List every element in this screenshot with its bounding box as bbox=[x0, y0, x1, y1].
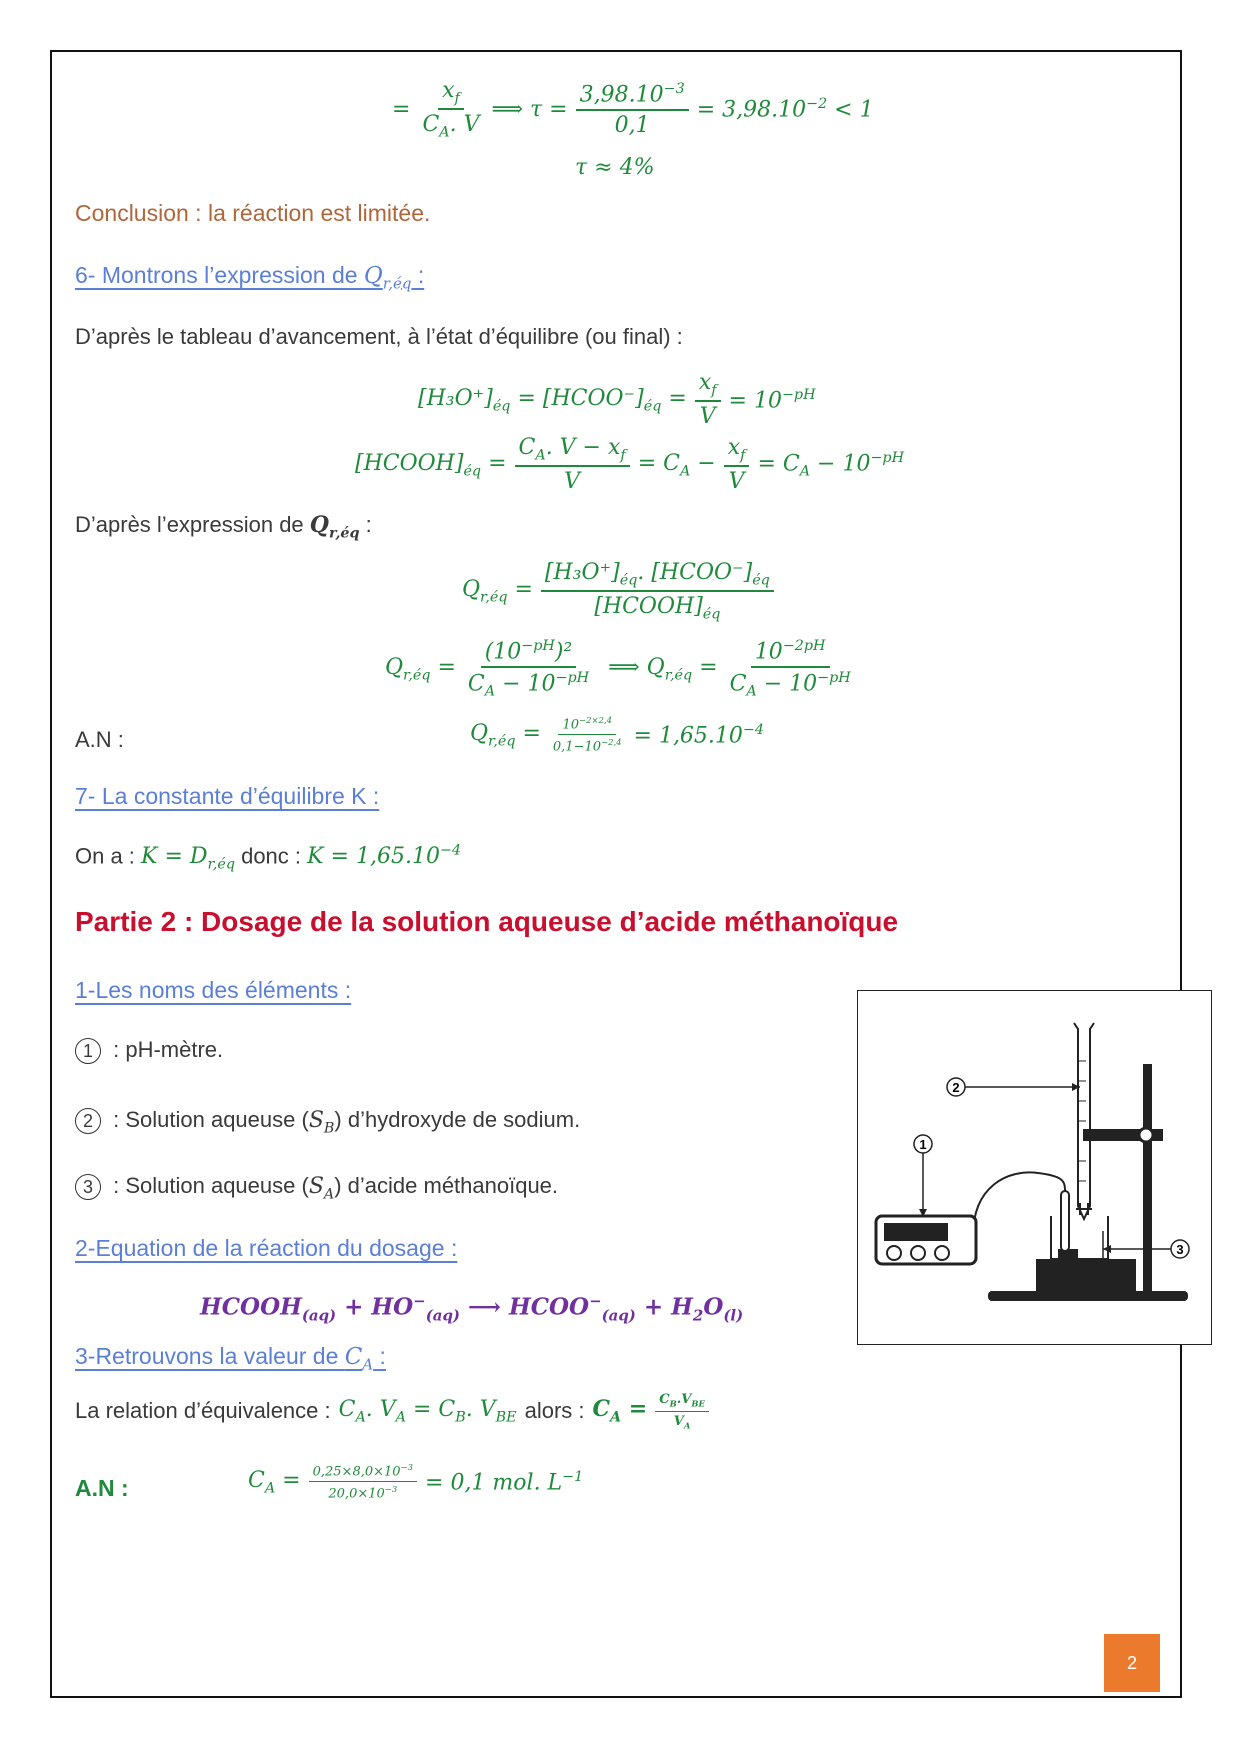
p2-section-1-heading: 1-Les noms des éléments : bbox=[75, 977, 352, 1003]
equivalence-relation: La relation d’équivalence : $C_A$. $V_A = C_B$. $V_{BE}$ alors : $C_A$ = $\frac{C_B.V_{BE}}{V_A}$ bbox=[75, 1392, 709, 1430]
label-3: 3 bbox=[1176, 1242, 1184, 1257]
page-border bbox=[50, 50, 1182, 1698]
tau-value: τ ≈ 4% bbox=[575, 155, 655, 180]
tau-equation: = $\frac{x_f}{C_A. V}$ ⟹ τ = $\frac{3,98.10^{-3}}{0,1}$ = $3,98.10^{-2} < 1$ bbox=[392, 78, 874, 141]
element-item-2: 2 : Solution aqueuse $(S_B)$ d’hydroxyde de sodium. bbox=[75, 1107, 580, 1136]
titration-setup-drawing bbox=[858, 991, 1213, 1346]
element-item-1: 1 : pH-mètre. bbox=[75, 1037, 223, 1064]
page-number: 2 bbox=[1104, 1634, 1160, 1692]
magnetic-stirrer bbox=[1036, 1259, 1136, 1294]
label-2: 2 bbox=[952, 1080, 960, 1095]
clamp-screw bbox=[1139, 1128, 1153, 1142]
qr-definition: $Q_{r,éq}$ = $\frac{[H_3O^+]_{éq}. [HCOO^-]_{éq}}{[HCOOH]_{éq}}$ bbox=[462, 560, 774, 623]
p2-section-2-heading: 2-Equation de la réaction du dosage : bbox=[75, 1235, 458, 1261]
section-7-heading: 7- La constante d’équilibre K : bbox=[75, 783, 380, 809]
concentration-equation-2: $[HCOOH]_{éq}$ = $\frac{C_A. V - x_f}{V}$ = $C_A$ − $\frac{x_f}{V}$ = $C_A - 10^{-pH}$ bbox=[355, 435, 905, 495]
label-1: 1 bbox=[919, 1137, 927, 1152]
k-value-line: On a : $K = D_{r,éq}$ donc : $K = 1,65.10^{-4}$ bbox=[75, 843, 462, 873]
an-label-2: A.N : bbox=[75, 1475, 129, 1501]
p2-section-3-heading: 3-Retrouvons la valeur de $C_A$ : bbox=[75, 1343, 386, 1374]
reaction-equation: $HCOOH_{(aq)} + HO^-_{(aq)}$ ⟶ $HCOO^-_{(aq)} + H_2O_{(l)}$ bbox=[200, 1292, 744, 1325]
conclusion-text: Conclusion : la réaction est limitée. bbox=[75, 200, 431, 226]
section-6-heading: 6- Montrons l’expression de $Q_{r,éq}$ : bbox=[75, 262, 425, 293]
qr-expression: $Q_{r,éq}$ = $\frac{(10^{-pH})^2}{C_A - 10^{-pH}}$ ⟹ $Q_{r,éq}$ = $\frac{10^{-2pH}}{C_A - 10^{-pH}}$ bbox=[385, 638, 851, 701]
ph-electrode bbox=[1061, 1191, 1069, 1251]
ca-numeric: $C_A$ = $\frac{0,25\times 8,0\times 10^{-3}}{20,0\times 10^{-3}}$ = 0,1 mol. $L^{-1}$ bbox=[248, 1462, 584, 1502]
titration-diagram bbox=[857, 990, 1212, 1345]
partie-2-title: Partie 2 : Dosage de la solution aqueuse d’acide méthanoïque bbox=[75, 906, 899, 937]
an-label-1: A.N : bbox=[75, 727, 124, 752]
qr-numeric: $Q_{r,éq}$ = $\frac{10^{-2\times 2,4}}{0,1-10^{-2,4}}$ = $1,65.10^{-4}$ bbox=[470, 715, 764, 755]
element-item-3: 3 : Solution aqueuse $(S_A)$ d’acide méthanoïque. bbox=[75, 1173, 558, 1202]
concentration-equation-1: $[H_3O^+]_{éq}$ = $[HCOO^-]_{éq}$ = $\frac{x_f}{V}$ = $10^{-pH}$ bbox=[418, 370, 816, 430]
section-6-intro: D’après le tableau d’avancement, à l’état d’équilibre (ou final) : bbox=[75, 324, 683, 349]
qr-intro: D’après l’expression de $Q_{r,éq}$ : bbox=[75, 512, 372, 542]
stand-rod bbox=[1143, 1064, 1152, 1294]
